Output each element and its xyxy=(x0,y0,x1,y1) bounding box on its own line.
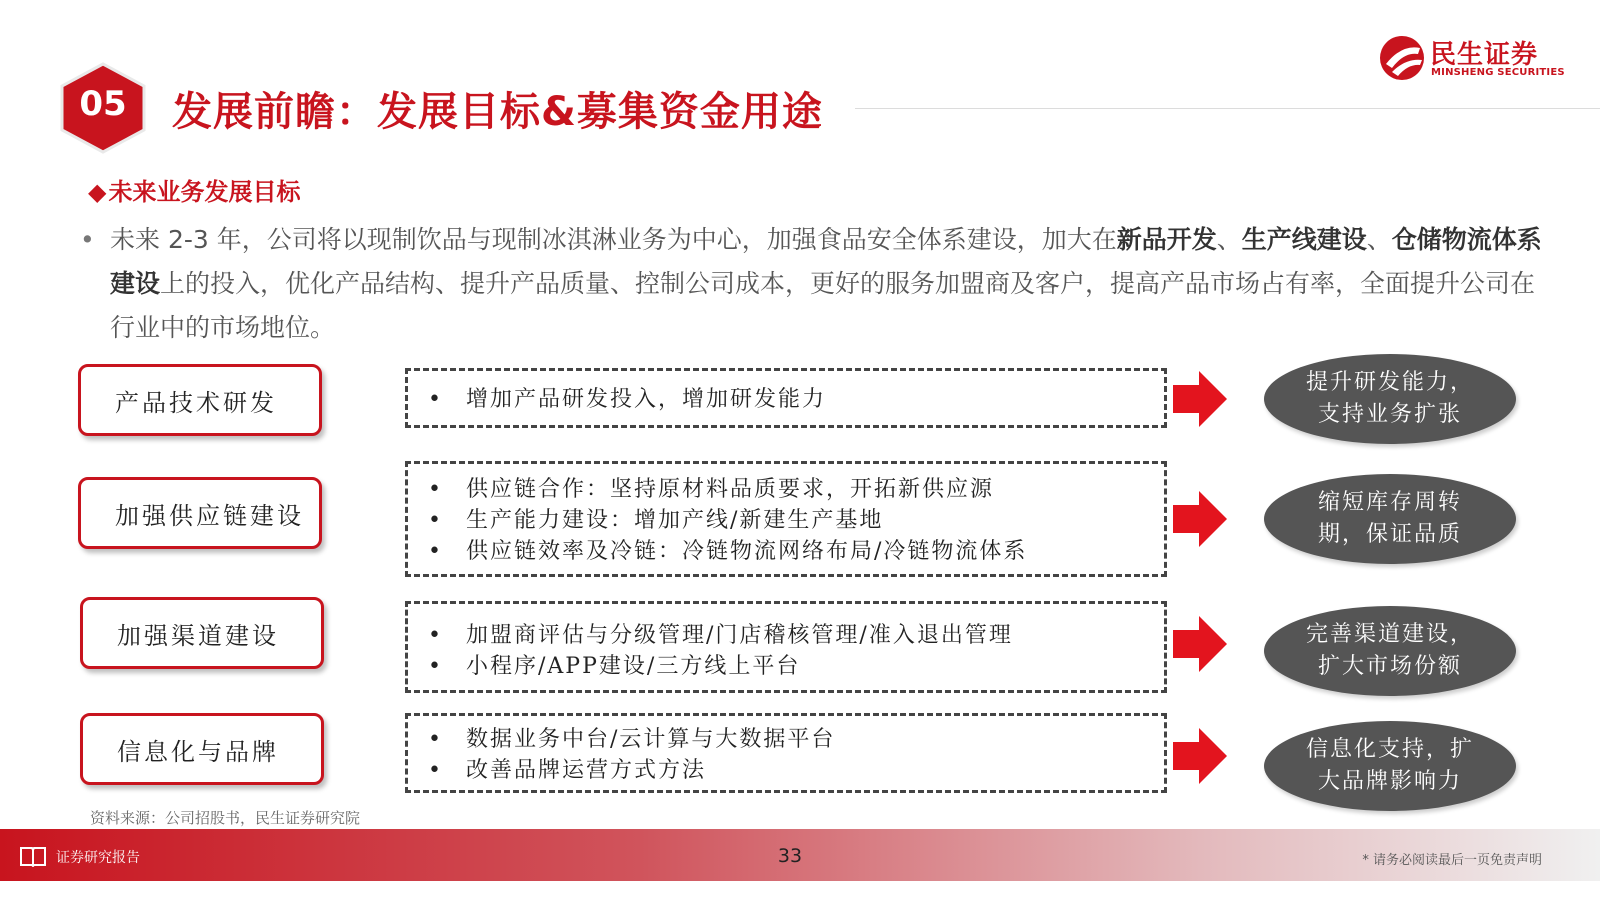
paragraph-bold-production-line: 生产线建设 xyxy=(1241,225,1367,254)
detail-box-rd xyxy=(405,368,1167,428)
subheading-text: 未来业务发展目标 xyxy=(108,178,301,206)
paragraph-seg4: 上的投入，优化产品结构、提升产品质量、控制公司成本，更好的服务加盟商及客户，提高产品市场占有率，全面提升公司在行业中的市场地位。 xyxy=(110,269,1536,342)
page-title: 发展前瞻：发展目标&募集资金用途 xyxy=(172,89,823,135)
footer-bar xyxy=(0,829,1600,881)
detail-box-channel xyxy=(405,601,1167,693)
outcome-text: 完善渠道建设，扩大市场份额 xyxy=(1305,622,1474,679)
category-box-it-brand: 信息化与品牌 xyxy=(80,713,324,785)
list-item: • 加盟商评估与分级管理/门店稽核管理/准入退出管理 xyxy=(408,620,1164,651)
paragraph-bullet: • xyxy=(80,225,95,254)
list-item: • 小程序/APP建设/三方线上平台 xyxy=(408,651,1164,682)
diamond-icon: ◆ xyxy=(88,178,107,206)
logo-text-cn: 民生证券 xyxy=(1430,40,1539,70)
book-icon xyxy=(20,845,46,867)
paragraph-seg2: 、 xyxy=(1216,225,1242,254)
outcome-ellipse-rd xyxy=(1264,354,1516,444)
logo-text-en: MINSHENG SECURITIES xyxy=(1431,67,1565,78)
detail-box-it-brand xyxy=(405,713,1167,793)
category-box-channel: 加强渠道建设 xyxy=(80,597,324,669)
outcome-text: 缩短库存周转期，保证品质 xyxy=(1317,490,1462,547)
list-item: • 改善品牌运营方式方法 xyxy=(408,755,1164,786)
list-item: • 增加产品研发投入，增加研发能力 xyxy=(408,384,1164,415)
arrow-right-icon xyxy=(1173,728,1227,784)
arrow-right-icon xyxy=(1173,616,1227,672)
disclaimer-note: * 请务必阅读最后一页免责声明 xyxy=(1362,853,1542,868)
outcome-text: 信息化支持，扩大品牌影响力 xyxy=(1305,737,1474,794)
outcome-ellipse-it-brand xyxy=(1264,721,1516,811)
arrow-right-icon xyxy=(1173,491,1227,547)
paragraph-bold-new-product: 新品开发 xyxy=(1116,225,1217,254)
source-note: 资料来源：公司招股书，民生证券研究院 xyxy=(90,809,361,827)
section-subheading xyxy=(88,172,300,207)
minsheng-logo xyxy=(1378,34,1565,84)
list-item: • 供应链合作：坚持原材料品质要求，开拓新供应源 xyxy=(408,474,1164,505)
paragraph-seg3: 、 xyxy=(1366,225,1392,254)
report-type-label: 证券研究报告 xyxy=(56,850,140,866)
category-box-supply-chain: 加强供应链建设 xyxy=(78,477,322,549)
paragraph-text xyxy=(110,218,1560,350)
paragraph-seg1: 未来 2-3 年，公司将以现制饮品与现制冰淇淋业务为中心，加强食品安全体系建设，加大在 xyxy=(110,225,1117,254)
arrow-right-icon xyxy=(1173,371,1227,427)
outcome-text: 提升研发能力，支持业务扩张 xyxy=(1305,370,1474,427)
title-divider xyxy=(855,108,1600,109)
list-item: • 供应链效率及冷链：冷链物流网络布局/冷链物流体系 xyxy=(408,536,1164,567)
intro-paragraph xyxy=(80,218,1560,350)
paragraph-bold-logistics: 仓储物流体系建设 xyxy=(110,225,1542,298)
outcome-ellipse-channel xyxy=(1264,606,1516,696)
category-box-rd: 产品技术研发 xyxy=(78,364,322,436)
outcome-ellipse-supply-chain xyxy=(1264,474,1516,564)
minsheng-logo-icon xyxy=(1378,34,1426,82)
list-item: • 生产能力建设：增加产线/新建生产基地 xyxy=(408,505,1164,536)
detail-box-supply-chain xyxy=(405,461,1167,577)
page-number: 33 xyxy=(777,845,803,867)
section-number: 05 xyxy=(79,84,127,124)
list-item: • 数据业务中台/云计算与大数据平台 xyxy=(408,724,1164,755)
